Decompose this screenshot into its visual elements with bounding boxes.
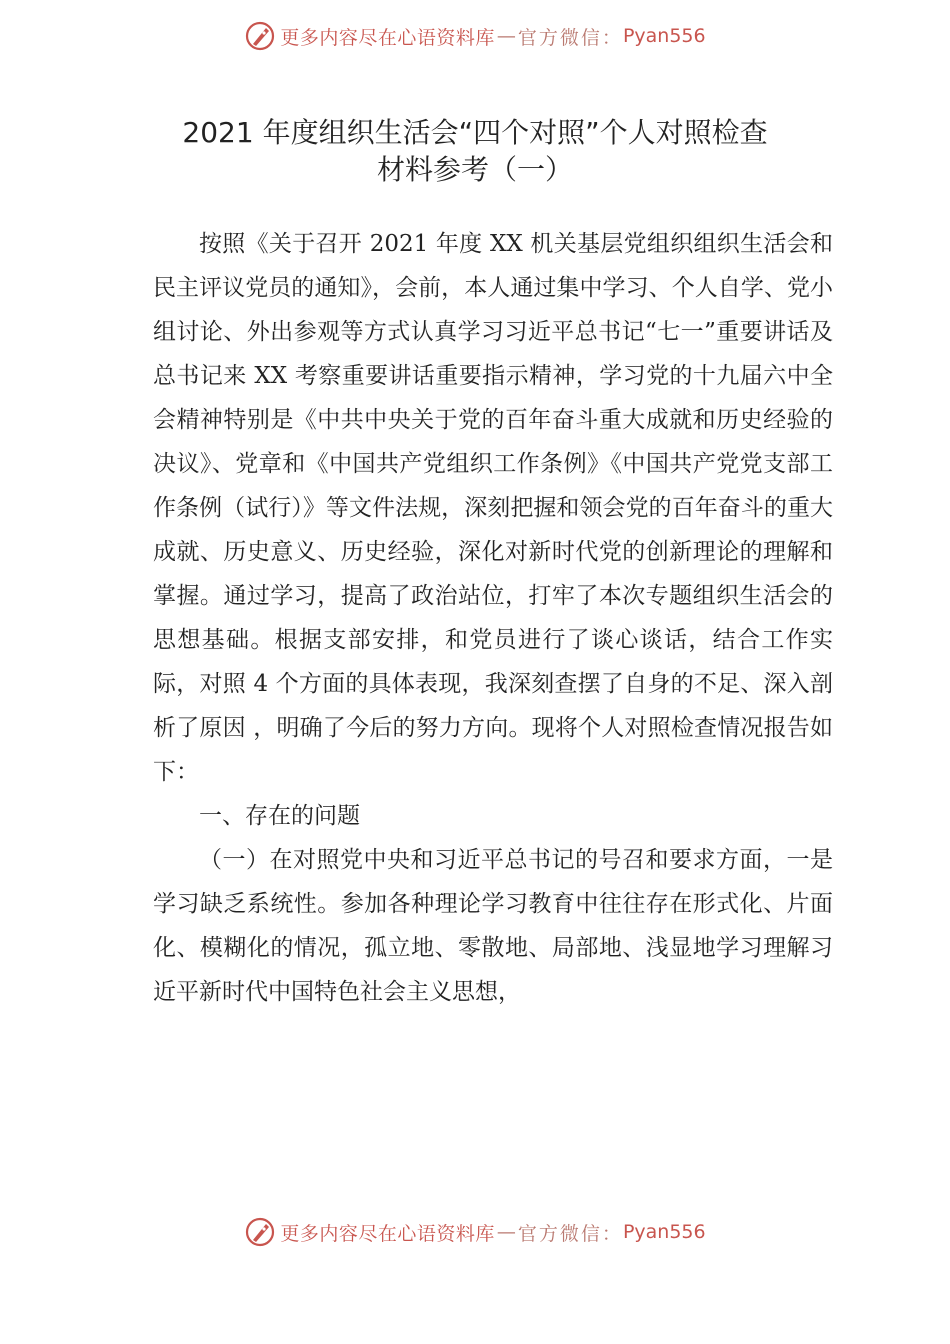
banner-subtext: 官方微信： xyxy=(517,26,623,49)
banner-text: 更多内容尽在心语资料库 xyxy=(280,1222,495,1245)
document-title xyxy=(0,114,950,188)
title-line-2: 材料参考（一） xyxy=(376,153,573,186)
document-body xyxy=(153,222,833,1014)
header-banner xyxy=(0,16,950,56)
banner-wechat-id: Pyan556 xyxy=(622,1221,706,1243)
pen-nib-logo-icon xyxy=(244,1216,276,1248)
banner-separator: — xyxy=(496,1221,516,1243)
title-line-1: 2021 年度组织生活会“四个对照”个人对照检查 xyxy=(182,116,768,149)
footer-banner xyxy=(0,1212,950,1252)
paragraph-problem-1: （一）在对照党中央和习近平总书记的号召和要求方面，一是学习缺乏系统性。参加各种理论学习教育中往往存在形式化、片面化、模糊化的情况，孤立地、零散地、局部地、浅显地学习理解习近平新时代中国特色社会主义思想， xyxy=(153,847,833,1005)
pen-nib-logo-icon xyxy=(244,20,276,52)
banner-wechat-id: Pyan556 xyxy=(622,25,706,47)
paragraph-intro: 按照《关于召开 2021 年度 XX 机关基层党组织组织生活会和民主评议党员的通知》，会前，本人通过集中学习、个人自学、党小组讨论、外出参观等方式认真学习习近平总书记“七一”重要讲话及总书记来 XX 考察重要讲话重要指示精神，学习党的十九届六中全会精神特别是《中共中央关于党的百年奋斗重大成就和历史经验的决议》、党章和《中国共产党组织工作条例》《中国共产党党支部工作条例（试行）》等文件法规，深刻把握和领会党的百年奋斗的重大成就、历史意义、历史经验，深化对新时代党的创新理论的理解和掌握。通过学习，提高了政治站位，打牢了本次专题组织生活会的思想基础。根据支部安排，和党员进行了谈心谈话，结合工作实际，对照 4 个方面的具体表现，我深刻查摆了自身的不足、深入剖析了原因 ，明确了今后的努力方向。现将个人对照检查情况报告如下： xyxy=(153,231,833,785)
banner-text: 更多内容尽在心语资料库 xyxy=(280,26,495,49)
section-heading: 一、存在的问题 xyxy=(199,803,360,829)
banner-separator: — xyxy=(496,25,516,47)
banner-subtext: 官方微信： xyxy=(517,1222,623,1245)
